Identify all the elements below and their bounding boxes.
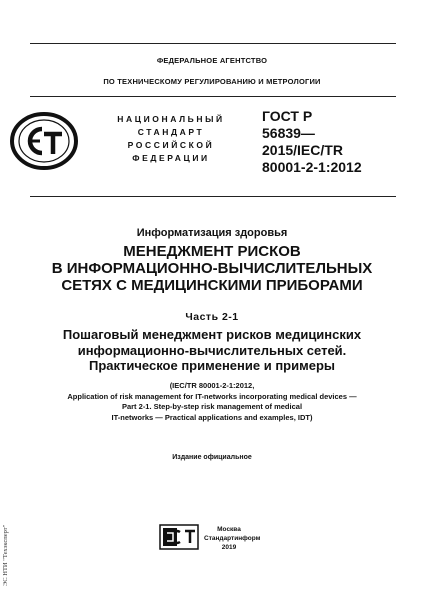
standard-type-line3: РОССИЙСКОЙ: [127, 140, 215, 150]
gost-r-emblem-icon: [10, 112, 78, 170]
publisher-name: Стандартинформ: [204, 535, 261, 542]
main-title-line2: В ИНФОРМАЦИОННО-ВЫЧИСЛИТЕЛЬНЫХ: [51, 260, 373, 277]
main-title: [0, 243, 424, 294]
gost-code-line2: 56839—: [262, 125, 315, 141]
standard-type-line4: ФЕДЕРАЦИИ: [132, 153, 210, 163]
side-watermark-text: ЭС НТИ "Техэксперт": [2, 524, 9, 586]
middle-divider: [30, 96, 396, 97]
english-line2: Application of risk management for IT-networks incorporating medical devices —: [67, 391, 357, 401]
subtitle-line2: информационно-вычислительных сетей.: [77, 342, 347, 358]
main-title-line1: МЕНЕДЖМЕНТ РИСКОВ: [123, 243, 301, 260]
main-title-line3: СЕТЯХ С МЕДИЦИНСКИМИ ПРИБОРАМИ: [61, 277, 363, 294]
standartinform-logo-icon: [159, 524, 199, 550]
standard-type-line1: НАЦИОНАЛЬНЫЙ: [117, 114, 225, 124]
subtitle-line1: Пошаговый менеджмент рисков медицинских: [62, 327, 362, 342]
publisher-year: 2019: [221, 544, 237, 551]
standard-type-block: [116, 113, 226, 165]
agency-name-line1: ФЕДЕРАЛЬНОЕ АГЕНТСТВО: [156, 56, 268, 65]
agency-name-line2: ПО ТЕХНИЧЕСКОМУ РЕГУЛИРОВАНИЮ И МЕТРОЛОГИИ: [103, 77, 321, 86]
part-label: Часть 2-1: [185, 311, 239, 323]
publisher-city: Москва: [217, 526, 241, 533]
english-title-block: [0, 381, 424, 423]
gost-code-block: [262, 108, 402, 176]
topic-heading: Информатизация здоровья: [136, 227, 288, 239]
official-edition-label: Издание официальное: [172, 454, 252, 461]
gost-code-line4: 80001-2-1:2012: [262, 159, 362, 175]
publisher-block: [204, 525, 261, 552]
subtitle: [0, 327, 424, 374]
standard-type-line2: СТАНДАРТ: [137, 127, 205, 137]
english-line4: IT-networks — Practical applications and examples, IDT): [111, 412, 313, 422]
gost-code-line1: ГОСТ Р: [262, 108, 313, 124]
bottom-divider: [30, 196, 396, 197]
side-watermark: [0, 476, 12, 586]
subtitle-line3: Практическое применение и примеры: [88, 358, 335, 373]
english-line1: (IEC/TR 80001-2-1:2012,: [169, 381, 255, 390]
gost-code-line3: 2015/IEC/TR: [262, 142, 343, 158]
top-divider: [30, 43, 396, 44]
english-line3: Part 2-1. Step-by-step risk management of medical: [121, 402, 303, 411]
